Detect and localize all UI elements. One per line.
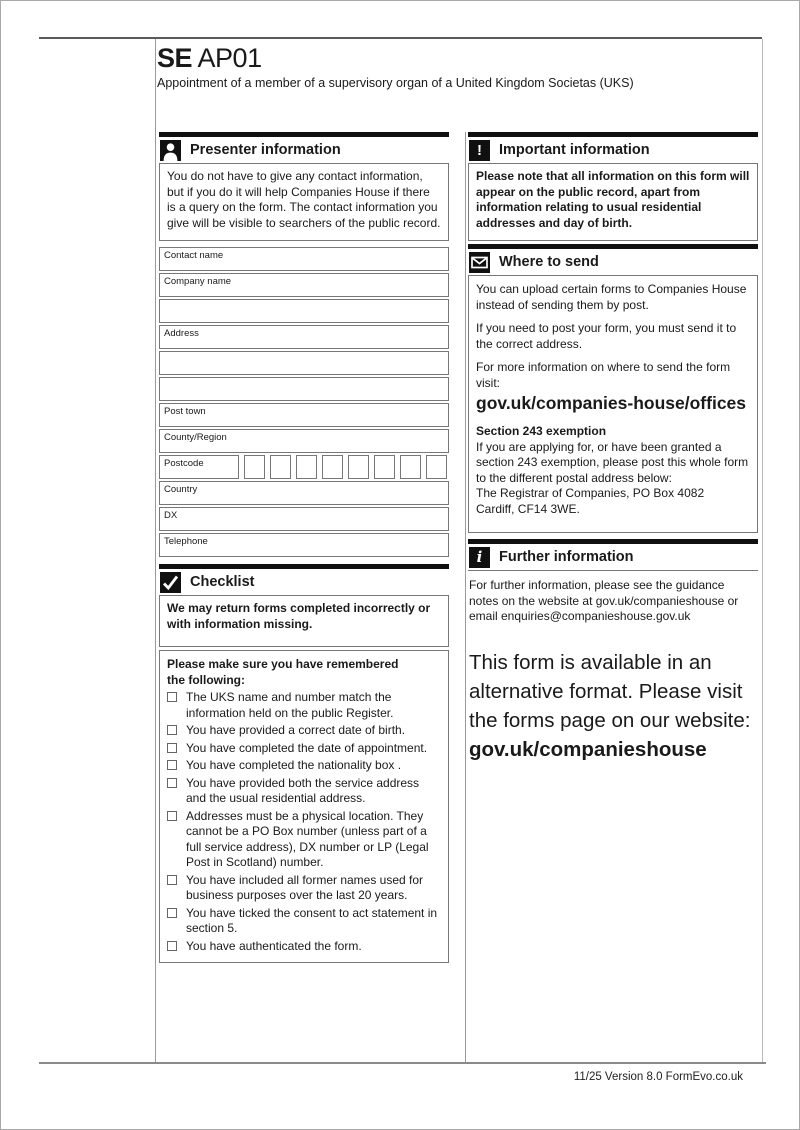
postcode-row [159, 455, 449, 479]
important-information-text: Please note that all information on this form will appear on the public record, apart from information relating to usual residential addresses and day of birth. [468, 163, 758, 241]
presenter-information-section [159, 132, 449, 557]
checkbox-icon[interactable] [167, 908, 177, 918]
field-label: Country [164, 484, 198, 495]
right-column [468, 132, 758, 1063]
version-footer: 11/25 Version 8.0 FormEvo.co.uk [573, 1071, 743, 1083]
checklist-item [167, 741, 441, 757]
checkbox-icon[interactable] [167, 778, 177, 788]
upload-info-text: You can upload certain forms to Companies House instead of sending them by post. [476, 282, 747, 312]
companieshouse-url: gov.uk/companieshouse [469, 737, 707, 761]
checklist-item [167, 809, 441, 871]
address-field-line3[interactable] [159, 377, 449, 401]
field-label: County/Region [164, 432, 227, 443]
checklist-item [167, 939, 441, 955]
middle-column-divider [465, 132, 466, 1062]
checklist-intro-line1: Please make sure you have remembered [167, 657, 399, 671]
offices-url: gov.uk/companies-house/offices [476, 393, 747, 413]
checklist-item [167, 723, 441, 739]
form-code-number: AP01 [192, 43, 262, 73]
checklist-item-text: You have included all former names used for business purposes over the last 20 years. [186, 872, 424, 902]
checkbox-icon[interactable] [167, 811, 177, 821]
checkbox-icon[interactable] [167, 725, 177, 735]
checklist-item [167, 906, 441, 937]
where-to-send-section [468, 244, 758, 533]
important-information-header [468, 137, 758, 163]
checklist-intro-line2: the following: [167, 672, 245, 687]
checkbox-icon[interactable] [167, 692, 177, 702]
checkmark-icon [160, 572, 181, 593]
form-code-prefix: SE [157, 43, 193, 73]
field-label: Telephone [164, 536, 208, 547]
presenter-fields [159, 247, 449, 557]
form-subtitle: Appointment of a member of a supervisory organ of a United Kingdom Societas (UKS) [157, 76, 634, 90]
address-field[interactable] [159, 325, 449, 349]
checklist-item-text: You have completed the date of appointment. [186, 740, 428, 755]
left-column [159, 132, 449, 963]
checkbox-icon[interactable] [167, 941, 177, 951]
field-label: Company name [164, 276, 232, 287]
registrar-address-line1: The Registrar of Companies, PO Box 4082 [476, 486, 705, 500]
checkbox-icon[interactable] [167, 760, 177, 770]
person-icon [160, 140, 181, 161]
checklist-item [167, 758, 441, 774]
post-town-field[interactable] [159, 403, 449, 427]
form-title-block [157, 43, 717, 91]
postcode-cell-1[interactable] [244, 455, 265, 479]
postcode-cell-5[interactable] [348, 455, 369, 479]
alternative-format-text: This form is available in an alternative format. Please visit the forms page on our website: [469, 650, 751, 732]
county-region-field[interactable] [159, 429, 449, 453]
postcode-cell-8[interactable] [426, 455, 447, 479]
postcode-cell-7[interactable] [400, 455, 421, 479]
checklist-item-text: Addresses must be a physical location. They cannot be a PO Box number (unless part of a full service address), DX number or LP (Legal Post in Scotland) number. [186, 808, 429, 869]
section-243-exemption-title: Section 243 exemption [476, 424, 607, 438]
checklist-item-text: You have completed the nationality box . [186, 758, 402, 772]
field-label: Address [164, 328, 199, 339]
presenter-intro-text: You do not have to give any contact information, but if you do it will help Companies House if there is a query on the form. The contact information you give will be visible to searchers of the public record. [159, 163, 449, 241]
form-code [157, 43, 717, 73]
registrar-address-line2: Cardiff, CF14 3WE. [476, 501, 580, 516]
section-title: Important information [499, 142, 650, 158]
further-information-section [468, 539, 758, 1063]
postcode-cell-3[interactable] [296, 455, 317, 479]
checklist-item-text: You have authenticated the form. [186, 938, 362, 953]
checklist-section [159, 564, 449, 963]
presenter-information-header [159, 137, 449, 163]
top-rule [39, 37, 762, 39]
postcode-field[interactable] [159, 455, 239, 479]
section-title: Further information [499, 549, 634, 565]
postcode-cell-4[interactable] [322, 455, 343, 479]
checklist-item-text: You have ticked the consent to act statement in section 5. [186, 905, 438, 935]
dx-field[interactable] [159, 507, 449, 531]
checklist-item-text: You have provided a correct date of birth. [186, 723, 406, 737]
section-title: Checklist [190, 574, 255, 590]
checklist-item-text: The UKS name and number match the information held on the public Register. [186, 690, 394, 720]
company-name-field[interactable] [159, 273, 449, 297]
country-field[interactable] [159, 481, 449, 505]
section-title: Presenter information [190, 142, 341, 158]
left-column-divider [155, 39, 156, 1062]
more-info-text: For more information on where to send the form visit: [476, 360, 731, 390]
post-info-text: If you need to post your form, you must send it to the correct address. [476, 321, 737, 351]
field-label: Contact name [164, 250, 224, 261]
address-field-line2[interactable] [159, 351, 449, 375]
section-title: Where to send [499, 254, 599, 270]
postcode-cell-2[interactable] [270, 455, 291, 479]
field-label: Postcode [164, 458, 204, 469]
important-information-section [468, 132, 758, 241]
checklist-item [167, 776, 441, 807]
checklist-items-box [159, 650, 449, 963]
further-information-header [468, 544, 758, 570]
checklist-warning: We may return forms completed incorrectly or with information missing. [159, 595, 449, 647]
postcode-cell-6[interactable] [374, 455, 395, 479]
envelope-icon [469, 252, 490, 273]
contact-name-field[interactable] [159, 247, 449, 271]
further-information-body [468, 570, 758, 1063]
section-243-exemption-text: If you are applying for, or have been granted a section 243 exemption, please post this whole form to the different postal address below: [476, 439, 749, 485]
checklist-item-text: You have provided both the service address and the usual residential address. [186, 775, 420, 805]
checklist-header [159, 569, 449, 595]
checklist-item [167, 873, 441, 904]
where-to-send-body [468, 275, 758, 533]
info-icon: i [469, 547, 490, 568]
exclamation-icon: ! [469, 140, 490, 161]
checkbox-icon[interactable] [167, 743, 177, 753]
where-to-send-header [468, 249, 758, 275]
guidance-notes-text: For further information, please see the guidance notes on the website at gov.uk/companieshouse or email enquiries@companieshouse.gov.uk [469, 578, 739, 623]
right-column-divider [762, 39, 763, 1062]
checklist-item [167, 690, 441, 721]
company-name-field-line2[interactable] [159, 299, 449, 323]
field-label: Post town [164, 406, 206, 417]
field-label: DX [164, 510, 178, 521]
telephone-field[interactable] [159, 533, 449, 557]
checkbox-icon[interactable] [167, 875, 177, 885]
